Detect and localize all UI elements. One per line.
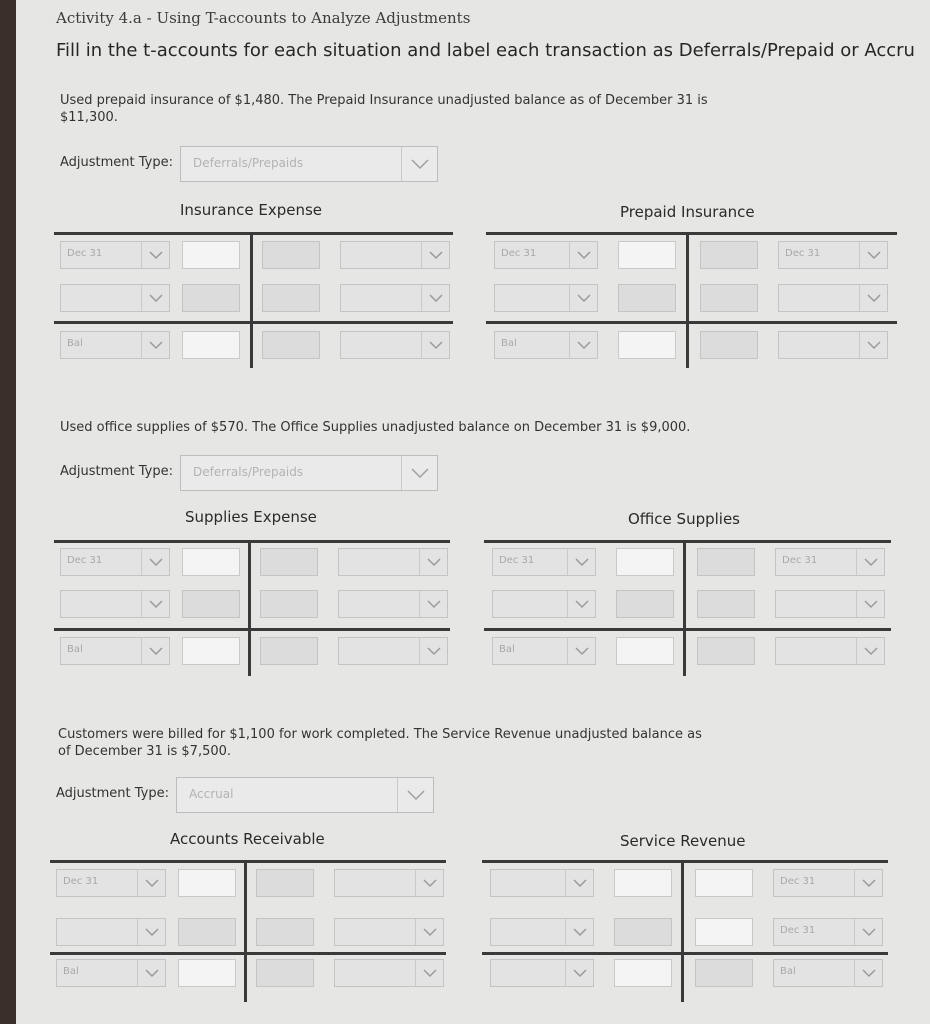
adjustment-type-value: Deferrals/Prepaids [193,156,304,170]
adjustment-type-value: Accrual [189,787,234,801]
debit-date-select[interactable] [492,590,596,618]
debit-amount-input[interactable] [618,284,676,312]
chevron-down-icon [421,285,449,311]
t-account-divider [683,540,686,676]
debit-amount-input[interactable] [178,869,236,897]
credit-date-select[interactable] [334,869,444,897]
credit-date-select[interactable] [340,331,450,359]
chevron-down-icon [856,591,884,617]
chevron-down-icon [419,549,447,575]
credit-date-select[interactable] [338,637,448,665]
debit-date-select[interactable] [56,869,166,897]
chevron-down-icon [854,919,882,945]
chevron-down-icon [854,870,882,896]
debit-amount-input[interactable] [614,918,672,946]
chevron-down-icon [141,549,169,575]
debit-date-select[interactable] [60,331,170,359]
t-account-balance-line [54,321,453,324]
debit-date-select[interactable] [60,590,170,618]
select-value: Bal [780,966,796,977]
credit-amount-input[interactable] [697,590,755,618]
chevron-down-icon [569,332,597,358]
chevron-down-icon [415,870,443,896]
chevron-down-icon [565,870,593,896]
select-value: Dec 31 [782,555,818,566]
credit-date-select[interactable] [778,241,888,269]
chevron-down-icon [567,549,595,575]
chevron-down-icon [141,591,169,617]
t-account-divider [686,232,689,368]
debit-amount-input[interactable] [182,331,240,359]
select-value: Bal [501,338,517,349]
instructions: Fill in the t-accounts for each situation and label each transaction as Deferrals/Prepaid or Accru [56,40,915,61]
window-edge [0,0,16,1024]
chevron-down-icon [567,638,595,664]
chevron-down-icon [421,242,449,268]
credit-date-select[interactable] [773,869,883,897]
t-account-top-line [484,540,891,543]
adjustment-type-select[interactable] [180,146,438,182]
adjustment-type-label: Adjustment Type: [60,155,174,170]
problem-text: Used prepaid insurance of $1,480. The Prepaid Insurance unadjusted balance as of December 31 is $11,300. [60,93,708,125]
problem-text: Customers were billed for $1,100 for work completed. The Service Revenue unadjusted balance as of December 31 is $7,500. [58,727,702,759]
debit-date-select[interactable] [492,548,596,576]
chevron-down-icon [419,591,447,617]
select-value: Dec 31 [785,248,821,259]
credit-date-select[interactable] [340,284,450,312]
chevron-down-icon [569,242,597,268]
chevron-down-icon [137,870,165,896]
select-value: Bal [67,644,83,655]
credit-amount-input[interactable] [260,548,318,576]
select-value: Dec 31 [63,876,99,887]
debit-date-select[interactable] [56,959,166,987]
debit-amount-input[interactable] [182,590,240,618]
right-account-title: Prepaid Insurance [620,203,755,221]
debit-date-select[interactable] [56,918,166,946]
credit-amount-input[interactable] [700,331,758,359]
chevron-down-icon [415,960,443,986]
left-account-title: Accounts Receivable [170,830,325,848]
debit-amount-input[interactable] [182,548,240,576]
debit-date-select[interactable] [494,331,598,359]
select-value: Bal [499,644,515,655]
debit-amount-input[interactable] [182,637,240,665]
debit-amount-input[interactable] [614,959,672,987]
right-account-title: Office Supplies [628,510,741,528]
credit-amount-input[interactable] [695,959,753,987]
adjustment-type-value: Deferrals/Prepaids [193,465,304,479]
chevron-down-icon [856,549,884,575]
t-account-balance-line [484,628,891,631]
problem-text: Used office supplies of $570. The Office Supplies unadjusted balance on December 31 is $9,000. [60,420,691,435]
t-account-divider [250,232,253,368]
debit-date-select[interactable] [490,918,594,946]
chevron-down-icon [421,332,449,358]
chevron-down-icon [854,960,882,986]
credit-amount-input[interactable] [256,869,314,897]
chevron-down-icon [419,638,447,664]
t-account-divider [244,860,247,1002]
credit-date-select[interactable] [773,959,883,987]
chevron-down-icon [401,456,437,490]
credit-date-select[interactable] [775,590,885,618]
chevron-down-icon [859,332,887,358]
credit-amount-input[interactable] [695,918,753,946]
debit-date-select[interactable] [494,241,598,269]
credit-amount-input[interactable] [260,637,318,665]
t-account-top-line [54,232,453,235]
debit-date-select[interactable] [60,284,170,312]
debit-date-select[interactable] [60,548,170,576]
credit-amount-input[interactable] [697,637,755,665]
page-title: Activity 4.a - Using T-accounts to Analyze Adjustments [56,9,471,27]
chevron-down-icon [565,960,593,986]
t-account-top-line [50,860,446,863]
left-account-title: Supplies Expense [185,508,317,526]
chevron-down-icon [141,638,169,664]
credit-date-select[interactable] [334,959,444,987]
chevron-down-icon [137,919,165,945]
chevron-down-icon [137,960,165,986]
adjustment-type-select[interactable] [176,777,434,813]
credit-amount-input[interactable] [700,284,758,312]
chevron-down-icon [141,242,169,268]
chevron-down-icon [397,778,433,812]
chevron-down-icon [141,332,169,358]
t-account-divider [248,540,251,676]
credit-date-select[interactable] [778,331,888,359]
t-account-balance-line [54,628,450,631]
credit-amount-input[interactable] [695,869,753,897]
credit-amount-input[interactable] [260,590,318,618]
debit-amount-input[interactable] [178,959,236,987]
credit-date-select[interactable] [340,241,450,269]
adjustment-type-select[interactable] [180,455,438,491]
t-account-balance-line [50,952,446,955]
debit-date-select[interactable] [490,869,594,897]
debit-amount-input[interactable] [618,331,676,359]
chevron-down-icon [141,285,169,311]
chevron-down-icon [859,242,887,268]
chevron-down-icon [565,919,593,945]
select-value: Dec 31 [780,876,816,887]
credit-amount-input[interactable] [262,284,320,312]
debit-amount-input[interactable] [178,918,236,946]
chevron-down-icon [856,638,884,664]
t-account-top-line [482,860,888,863]
debit-date-select[interactable] [492,637,596,665]
credit-amount-input[interactable] [262,331,320,359]
debit-amount-input[interactable] [618,241,676,269]
credit-date-select[interactable] [775,548,885,576]
credit-amount-input[interactable] [700,241,758,269]
debit-amount-input[interactable] [182,284,240,312]
t-account-divider [681,860,684,1002]
select-value: Dec 31 [501,248,537,259]
select-value: Dec 31 [780,925,816,936]
select-value: Bal [63,966,79,977]
adjustment-type-label: Adjustment Type: [56,786,170,801]
right-account-title: Service Revenue [620,832,746,850]
chevron-down-icon [401,147,437,181]
chevron-down-icon [415,919,443,945]
select-value: Dec 31 [67,555,103,566]
select-value: Bal [67,338,83,349]
credit-date-select[interactable] [338,548,448,576]
chevron-down-icon [567,591,595,617]
credit-date-select[interactable] [334,918,444,946]
select-value: Dec 31 [499,555,535,566]
credit-date-select[interactable] [773,918,883,946]
debit-date-select[interactable] [60,241,170,269]
debit-amount-input[interactable] [182,241,240,269]
credit-date-select[interactable] [775,637,885,665]
credit-amount-input[interactable] [697,548,755,576]
t-account-balance-line [482,952,888,955]
debit-amount-input[interactable] [616,590,674,618]
chevron-down-icon [859,285,887,311]
t-account-top-line [54,540,450,543]
debit-amount-input[interactable] [614,869,672,897]
credit-date-select[interactable] [778,284,888,312]
debit-date-select[interactable] [490,959,594,987]
debit-date-select[interactable] [60,637,170,665]
debit-date-select[interactable] [494,284,598,312]
select-value: Dec 31 [67,248,103,259]
credit-amount-input[interactable] [262,241,320,269]
credit-amount-input[interactable] [256,959,314,987]
debit-amount-input[interactable] [616,548,674,576]
left-account-title: Insurance Expense [180,201,323,219]
credit-date-select[interactable] [338,590,448,618]
adjustment-type-label: Adjustment Type: [60,464,174,479]
chevron-down-icon [569,285,597,311]
debit-amount-input[interactable] [616,637,674,665]
credit-amount-input[interactable] [256,918,314,946]
t-account-top-line [486,232,897,235]
t-account-balance-line [486,321,897,324]
